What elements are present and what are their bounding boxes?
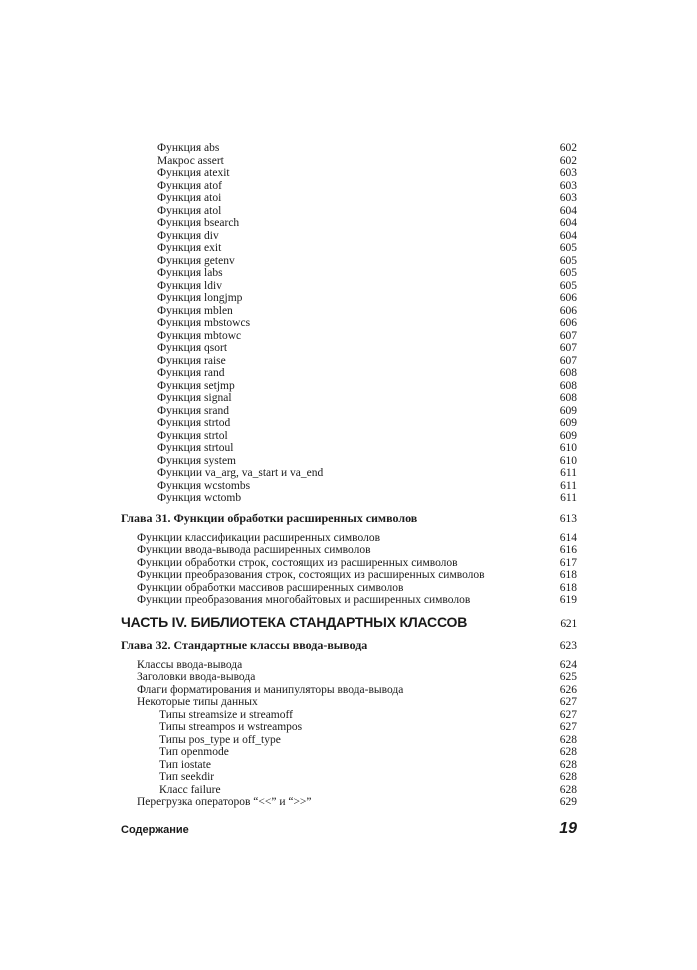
- toc-entry: [121, 455, 577, 468]
- toc-entry-page: 610: [559, 442, 577, 454]
- toc-entry-label: Функция exit: [157, 242, 222, 254]
- toc-entry-label: Флаги форматирования и манипуляторы ввода-вывода: [137, 683, 404, 696]
- toc-entry: [121, 417, 577, 430]
- toc-entry-label: Функции преобразования строк, состоящих из расширенных символов: [137, 569, 485, 581]
- toc-entry: [121, 784, 577, 797]
- toc-entry: [121, 582, 577, 595]
- chapter-32-subentries: [121, 709, 577, 797]
- toc-entry-page: 603: [559, 167, 577, 179]
- toc-entry-page: 611: [560, 492, 577, 504]
- toc-entry-label: Функции классификации расширенных символов: [137, 531, 381, 544]
- toc-entry: [121, 267, 577, 280]
- toc-entry-label: Функция raise: [157, 354, 226, 367]
- toc-entry: [121, 569, 577, 582]
- toc-entry-page: 618: [559, 581, 577, 594]
- toc-entry-label: Функция atof: [157, 179, 222, 192]
- toc-entry-page: 605: [559, 254, 577, 267]
- chapter-32-heading: [121, 638, 577, 653]
- toc-entry-label: Функция mblen: [157, 304, 233, 317]
- toc-entry: [121, 659, 577, 672]
- toc-entry: [121, 392, 577, 405]
- toc-entry: [121, 317, 577, 330]
- toc-entry-label: Функция getenv: [157, 254, 235, 267]
- toc-entry: [121, 367, 577, 380]
- toc-entry-page: 605: [559, 279, 577, 292]
- part-4-page: 621: [560, 617, 577, 630]
- toc-entry-label: Функция wcstombs: [157, 479, 251, 492]
- toc-entry: [121, 734, 577, 747]
- toc-entry: [121, 142, 577, 155]
- toc-entry-label: Функция atoi: [157, 192, 222, 204]
- toc-entry-page: 628: [559, 733, 577, 746]
- toc-entry-label: Класс failure: [159, 783, 221, 796]
- toc-entry-page: 608: [559, 392, 577, 404]
- toc-entry: [121, 721, 577, 734]
- toc-entry-page: 627: [559, 721, 577, 733]
- toc-entry-page: 628: [559, 746, 577, 758]
- table-of-contents: [121, 142, 577, 809]
- page-footer: [121, 820, 577, 838]
- footer-section-title: Содержание: [121, 824, 189, 836]
- toc-entry-page: 618: [559, 569, 577, 581]
- toc-entry-label: Функция setjmp: [157, 379, 235, 392]
- toc-entry-label: Функция bsearch: [157, 217, 240, 229]
- toc-entry-page: 624: [559, 658, 577, 671]
- toc-entry-page: 610: [559, 454, 577, 467]
- toc-entry-page: 609: [559, 429, 577, 442]
- toc-entry-label: Классы ввода-вывода: [137, 658, 243, 671]
- toc-entry: [121, 480, 577, 493]
- toc-entry-label: Функция abs: [157, 142, 220, 154]
- toc-entry: [121, 492, 577, 505]
- toc-entry-page: 627: [559, 708, 577, 721]
- toc-entry-label: Функции преобразования многобайтовых и расширенных символов: [137, 594, 471, 606]
- toc-entry-page: 607: [559, 354, 577, 367]
- toc-entry-label: Функции ввода-вывода расширенных символов: [137, 544, 371, 556]
- chapter-30-entries: [121, 142, 577, 505]
- toc-entry: [121, 544, 577, 557]
- toc-entry-label: Типы streampos и wstreampos: [159, 721, 303, 733]
- toc-entry-label: Макрос assert: [157, 154, 224, 167]
- toc-entry-page: 619: [559, 594, 577, 606]
- part-4-heading: [121, 614, 577, 632]
- toc-entry-page: 604: [559, 217, 577, 229]
- toc-entry-page: 606: [559, 317, 577, 329]
- toc-entry-label: Функция div: [157, 229, 219, 242]
- toc-entry: [121, 180, 577, 193]
- toc-entry-page: 625: [559, 671, 577, 683]
- toc-entry: [121, 305, 577, 318]
- toc-entry: [121, 594, 577, 607]
- toc-entry-page: 602: [559, 142, 577, 154]
- toc-entry-label: Функция atexit: [157, 167, 230, 179]
- toc-entry-label: Функция strtoul: [157, 442, 234, 454]
- toc-entry: [121, 759, 577, 772]
- part-4-title: ЧАСТЬ IV. БИБЛИОТЕКА СТАНДАРТНЫХ КЛАССОВ: [121, 613, 468, 630]
- toc-entry-page: 609: [559, 404, 577, 417]
- toc-entry-label: Функция mbstowcs: [157, 317, 251, 329]
- toc-entry-page: 616: [559, 544, 577, 556]
- toc-entry-label: Тип seekdir: [159, 771, 215, 783]
- toc-entry: [121, 532, 577, 545]
- toc-entry: [121, 380, 577, 393]
- toc-entry-label: Типы pos_type и off_type: [159, 733, 281, 746]
- toc-entry-label: Функция ldiv: [157, 279, 222, 292]
- footer-page-number: 19: [559, 820, 577, 837]
- toc-entry-label: Функция system: [157, 454, 236, 467]
- toc-entry-page: 617: [559, 556, 577, 569]
- toc-entry: [121, 467, 577, 480]
- toc-entry-label: Перегрузка операторов “<<” и “>>”: [137, 796, 312, 808]
- chapter-31-heading: [121, 511, 577, 526]
- toc-entry: [121, 342, 577, 355]
- toc-entry-label: Функции обработки строк, состоящих из расширенных символов: [137, 556, 458, 569]
- toc-entry-page: 606: [559, 292, 577, 304]
- toc-entry: [121, 280, 577, 293]
- toc-entry-page: 608: [559, 367, 577, 379]
- toc-entry-label: Функция srand: [157, 404, 229, 417]
- toc-entry-page: 628: [559, 783, 577, 796]
- toc-entry: [121, 230, 577, 243]
- toc-entry-page: 602: [559, 154, 577, 167]
- toc-entry-page: 605: [559, 267, 577, 279]
- toc-entry-label: Функции обработки массивов расширенных символов: [137, 581, 404, 594]
- toc-entry: [121, 671, 577, 684]
- toc-entry: [121, 355, 577, 368]
- toc-entry: [121, 167, 577, 180]
- toc-entry-page: 607: [559, 329, 577, 342]
- toc-entry-page: 614: [559, 531, 577, 544]
- toc-entry: [121, 442, 577, 455]
- toc-entry: [121, 746, 577, 759]
- toc-entry: [121, 255, 577, 268]
- toc-entry-page: 628: [559, 758, 577, 771]
- toc-entry: [121, 696, 577, 709]
- toc-entry-label: Функция qsort: [157, 342, 228, 354]
- toc-entry: [121, 292, 577, 305]
- toc-entry-label: Тип openmode: [159, 746, 229, 758]
- toc-entry-label: Функция labs: [157, 267, 223, 279]
- toc-entry-page: 627: [559, 696, 577, 708]
- toc-entry: [121, 684, 577, 697]
- toc-entry: [121, 430, 577, 443]
- toc-entry-operator-overloading: [121, 796, 577, 809]
- toc-entry-label: Функция strtol: [157, 429, 228, 442]
- chapter-32-title: Глава 32. Стандартные классы ввода-вывода: [121, 637, 368, 652]
- toc-entry: [121, 330, 577, 343]
- toc-entry-label: Функция rand: [157, 367, 225, 379]
- toc-entry-label: Тип iostate: [159, 758, 211, 771]
- toc-entry: [121, 405, 577, 418]
- toc-entry: [121, 192, 577, 205]
- chapter-32-entries: [121, 659, 577, 709]
- toc-entry-page: 606: [559, 304, 577, 317]
- toc-entry: [121, 771, 577, 784]
- toc-entry-page: 604: [559, 229, 577, 242]
- toc-entry-page: 611: [560, 479, 577, 492]
- toc-entry: [121, 242, 577, 255]
- toc-entry-label: Функция wctomb: [157, 492, 242, 504]
- toc-entry-label: Типы streamsize и streamoff: [159, 708, 293, 721]
- chapter-32-page: 623: [559, 639, 577, 652]
- toc-entry-page: 629: [559, 796, 577, 808]
- toc-entry: [121, 709, 577, 722]
- chapter-31-title: Глава 31. Функции обработки расширенных символов: [121, 510, 418, 525]
- toc-entry-label: Функция mbtowc: [157, 329, 242, 342]
- toc-entry-label: Функция atol: [157, 204, 222, 217]
- toc-entry-page: 628: [559, 771, 577, 783]
- toc-entry: [121, 557, 577, 570]
- toc-entry-label: Функция longjmp: [157, 292, 243, 304]
- toc-entry-label: Функция signal: [157, 392, 232, 404]
- toc-entry-page: 604: [559, 204, 577, 217]
- toc-entry-label: Заголовки ввода-вывода: [137, 671, 256, 683]
- toc-entry-page: 605: [559, 242, 577, 254]
- toc-entry-page: 603: [559, 179, 577, 192]
- toc-entry-page: 607: [559, 342, 577, 354]
- toc-entry: [121, 205, 577, 218]
- chapter-31-entries: [121, 532, 577, 607]
- chapter-31-page: 613: [559, 512, 577, 525]
- toc-entry: [121, 217, 577, 230]
- toc-entry-label: Некоторые типы данных: [137, 696, 258, 708]
- toc-entry-page: 608: [559, 379, 577, 392]
- toc-entry: [121, 155, 577, 168]
- toc-entry-page: 609: [559, 417, 577, 429]
- toc-entry-page: 603: [559, 192, 577, 204]
- toc-entry-label: Функции va_arg, va_start и va_end: [157, 467, 324, 479]
- toc-entry-label: Функция strtod: [157, 417, 231, 429]
- toc-entry-page: 626: [559, 683, 577, 696]
- toc-entry-page: 611: [560, 467, 577, 479]
